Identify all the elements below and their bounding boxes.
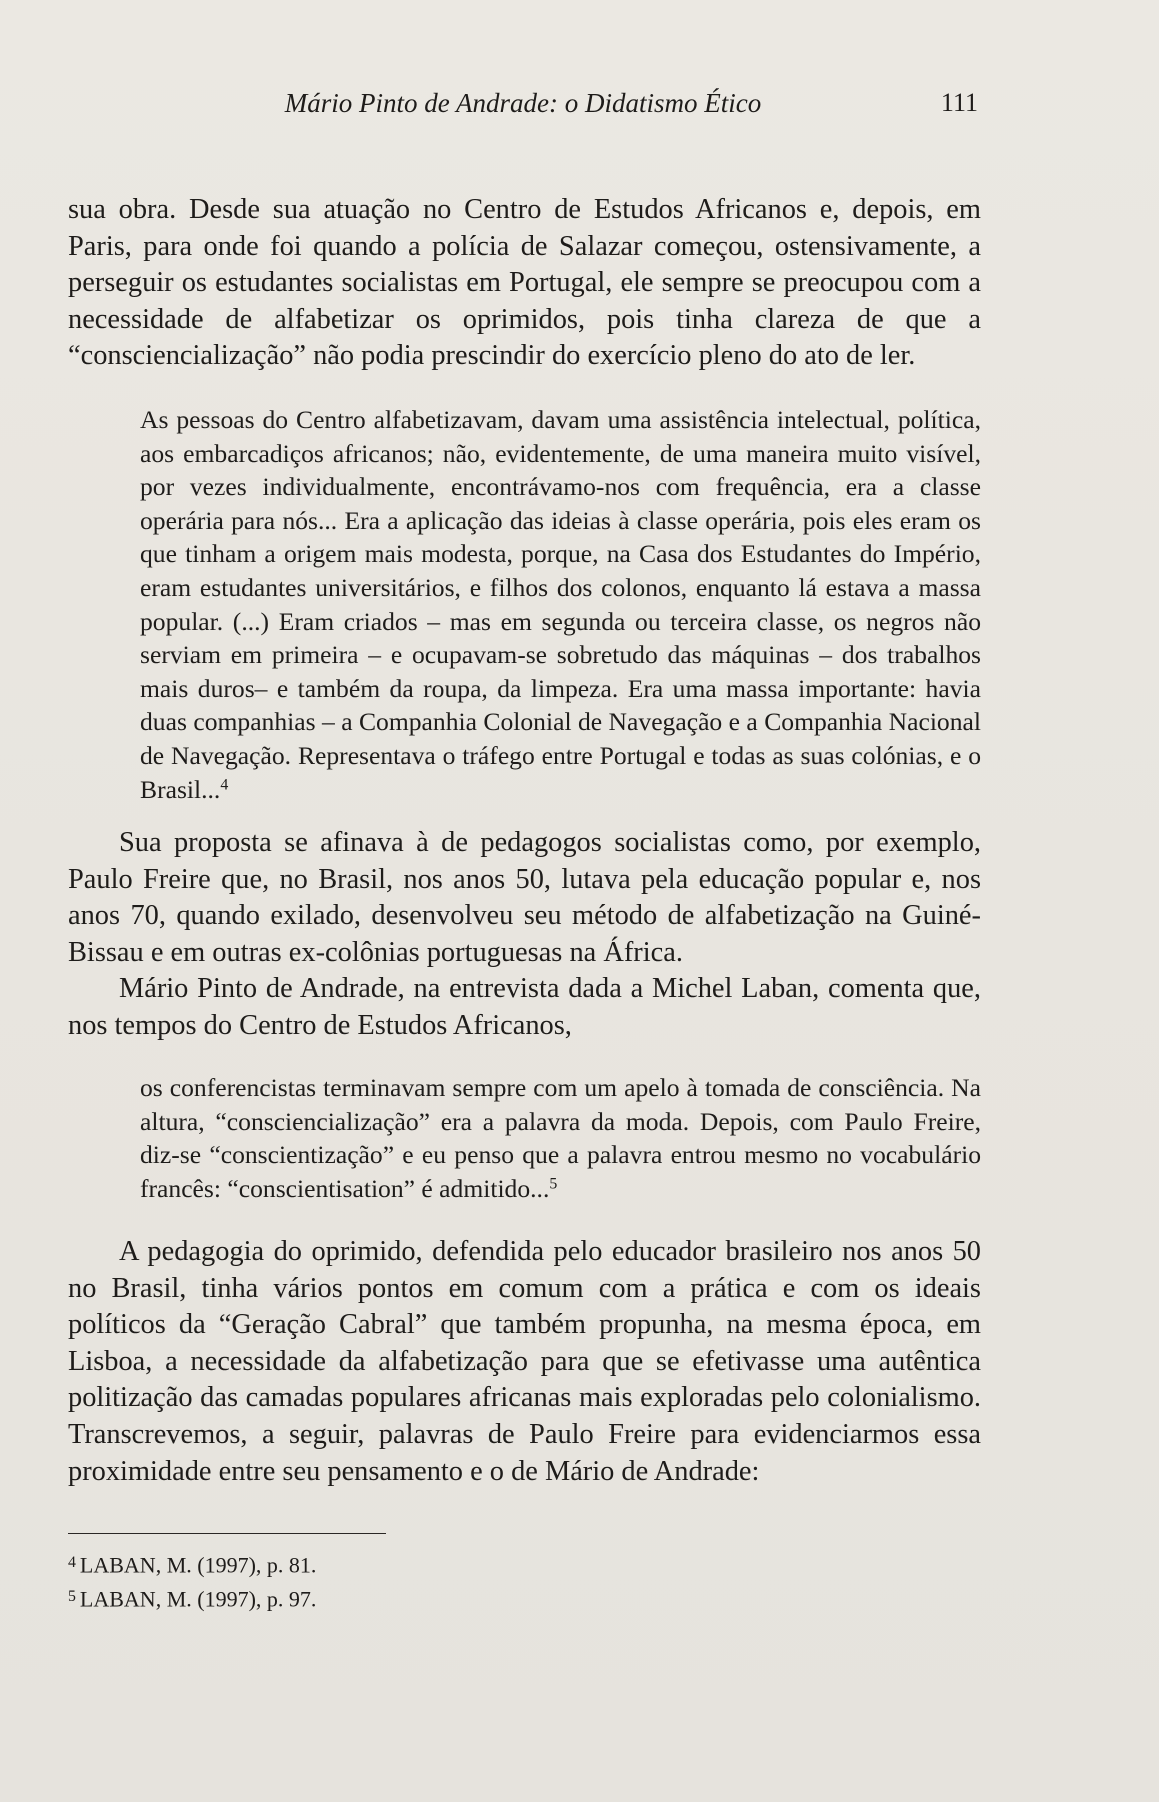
paragraph-3 — [68, 971, 981, 1044]
footnote-ref-4: 4 — [220, 775, 229, 793]
page-number: 111 — [940, 88, 978, 117]
paragraph-3-text: Mário Pinto de Andrade, na entrevista dada a Michel Laban, comenta que, nos tempos do Centro de Estudos Africanos, — [68, 973, 981, 1041]
block-quote-2-text: os conferencistas terminavam sempre com um apelo à tomada de consciência. Na altura, “consciencialização” era a palavra da moda. Depois, com Paulo Freire, diz-se “conscientização” e eu penso que a palavra entrou mesmo no vocabulário francês: “conscientisation” é admitido... — [140, 1073, 981, 1203]
footnote-4-text: LABAN, M. (1997), p. 81. — [79, 1552, 317, 1578]
footnote-4 — [68, 1550, 316, 1579]
footnote-5 — [68, 1584, 316, 1613]
footnote-4-number: 4 — [68, 1554, 76, 1571]
footnote-ref-5: 5 — [549, 1175, 558, 1193]
paragraph-4 — [68, 1234, 981, 1490]
paragraph-2-text: Sua proposta se afinava à de pedagogos socialistas como, por exemplo, Paulo Freire que, no Brasil, nos anos 50, lutava pela educação popular e, nos anos 70, quando exilado, desenvolveu seu método de alfabetização na Guiné-Bissau e em outras ex-colônias portuguesas na África. — [68, 827, 981, 968]
running-header — [68, 78, 978, 126]
block-quote-1 — [140, 403, 981, 806]
paragraph-1 — [68, 192, 981, 375]
footnote-separator — [68, 1533, 386, 1534]
paragraph-4-text: A pedagogia do oprimido, defendida pelo educador brasileiro nos anos 50 no Brasil, tinha vários pontos em comum com a prática e com os ideais políticos da “Geração Cabral” que também propunha, na mesma época, em Lisboa, a necessidade da alfabetização para que se efetivasse uma autêntica politização das camadas populares africanas mais exploradas pelo colonialismo. Transcrevemos, a seguir, palavras de Paulo Freire para evidenciarmos essa proximidade entre seu pensamento e o de Mário de Andrade: — [68, 1236, 981, 1487]
block-quote-2 — [140, 1071, 981, 1205]
running-title: Mário Pinto de Andrade: o Didatismo Ético — [284, 88, 762, 118]
paragraph-2 — [68, 825, 981, 971]
block-quote-2-body — [140, 1071, 981, 1205]
paragraph-1-text: sua obra. Desde sua atuação no Centro de Estudos Africanos e, depois, em Paris, para onde foi quando a polícia de Salazar começou, ostensivamente, a perseguir os estudantes socialistas em Portugal, ele sempre se preocupou com a necessidade de alfabetizar os oprimidos, pois tinha clareza de que a “consciencialização” não podia prescindir do exercício pleno do ato de ler. — [68, 194, 981, 372]
block-quote-1-body — [140, 403, 981, 806]
footnote-5-text: LABAN, M. (1997), p. 97. — [79, 1586, 317, 1612]
footnote-5-number: 5 — [68, 1588, 76, 1605]
block-quote-1-text: As pessoas do Centro alfabetizavam, davam uma assistência intelectual, política, aos embarcadiços africanos; não, evidentemente, de uma maneira muito visível, por vezes individualmente, encontrávamo-nos com frequência, era a classe operária para nós... Era a aplicação das ideias à classe operária, pois eles eram os que tinham a origem mais modesta, porque, na Casa dos Estudantes do Império, eram estudantes universitários, e filhos dos colonos, enquanto lá estava a massa popular. (...) Eram criados – mas em segunda ou terceira classe, os negros não serviam em primeira – e ocupavam-se sobretudo das máquinas – dos trabalhos mais duros– e também da roupa, da limpeza. Era uma massa importante: havia duas companhias – a Companhia Colonial de Navegação e a Companhia Nacional de Navegação. Representava o tráfego entre Portugal e todas as suas colónias, e o Brasil... — [140, 405, 981, 804]
